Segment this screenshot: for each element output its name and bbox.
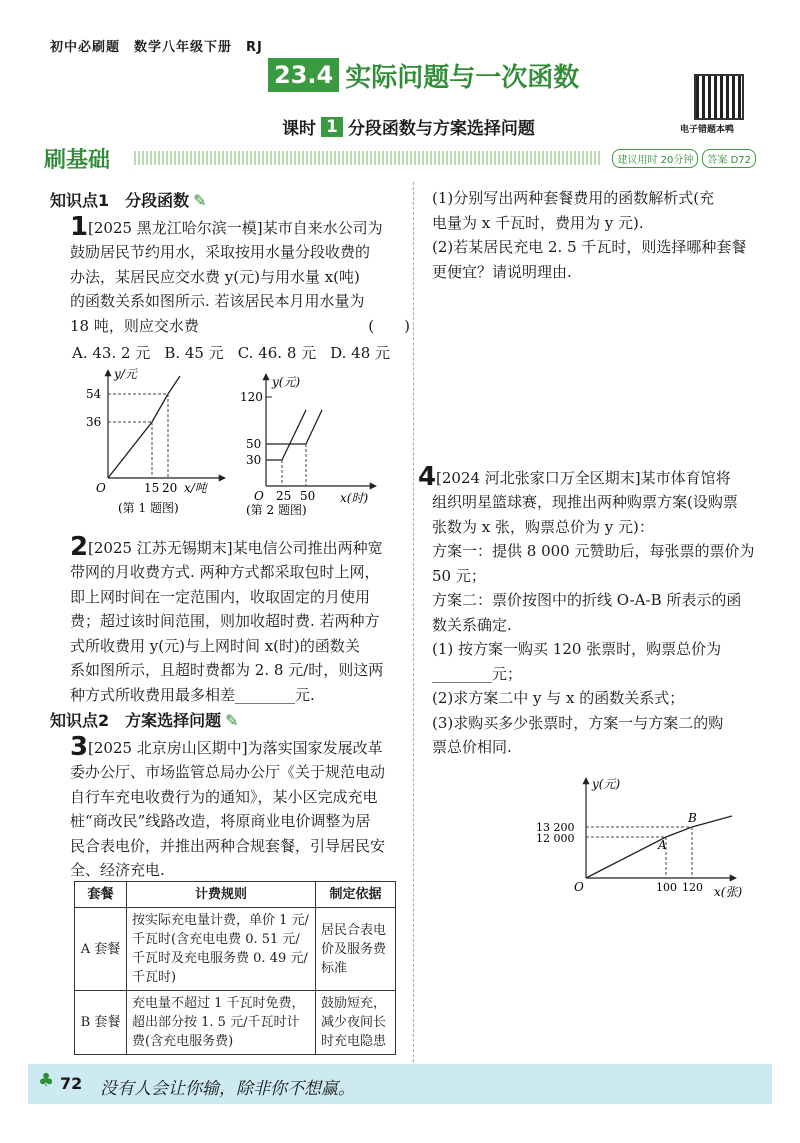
q3-line: 自行车充电收费行为的通知》，某小区完成充电 <box>70 787 378 806</box>
plan-name: B 套餐 <box>75 991 127 1055</box>
y-tick-label: 54 <box>86 387 102 401</box>
q4-line: 票总价相同. <box>432 738 512 756</box>
answer-value: D72 <box>730 154 751 166</box>
q3-subquestions <box>432 186 754 284</box>
x-tick-label: 15 <box>144 481 160 495</box>
origin-label: O <box>574 880 584 894</box>
qr-code-icon[interactable] <box>694 74 744 120</box>
plan-table <box>74 881 396 1055</box>
x-tick-label: 100 <box>656 881 677 894</box>
y-axis-label: y(元) <box>592 777 621 791</box>
q1-number: 1 <box>70 212 89 242</box>
answer-bracket[interactable]: ( ) <box>368 316 410 335</box>
table-header-row <box>75 882 396 908</box>
y-tick-label: 120 <box>240 390 263 404</box>
q1-options <box>72 341 412 366</box>
y-tick-label: 12 000 <box>536 832 575 845</box>
time-label: 建议用时 <box>617 154 658 166</box>
option-c[interactable]: C. 46. 8 元 <box>237 344 317 362</box>
q1-line: [2025 黑龙江哈尔滨一模]某市自来水公司为 <box>88 219 383 237</box>
plan-b-line <box>266 410 322 444</box>
q3-number: 3 <box>70 732 89 762</box>
table-header: 计费规则 <box>127 882 316 908</box>
q4-line: 50 元； <box>432 566 486 585</box>
q3-sub-line: (2)若某居民充电 2. 5 千瓦时，则选择哪种套餐 <box>432 238 747 256</box>
option-a[interactable]: A. 43. 2 元 <box>72 344 151 362</box>
section-number: 23.4 <box>268 58 339 92</box>
q1-last-line <box>70 314 410 339</box>
q3-line: 民合表电价，并推出两种合规套餐，引导居民安 <box>70 836 386 855</box>
q2-number: 2 <box>70 532 89 562</box>
knowledge-point-2 <box>50 708 239 731</box>
q3-sub-line: 更便宜？请说明理由. <box>432 262 572 281</box>
practice-band <box>44 146 756 173</box>
x-axis-label: x(张) <box>714 885 743 899</box>
kp1-title: 知识点1 分段函数 <box>50 191 190 210</box>
q4-line: 方案二：票价按图中的折线 O-A-B 所表示的函 <box>432 591 742 609</box>
answer-pill <box>702 149 756 168</box>
y-axis-label: y/元 <box>114 367 137 381</box>
q3-sub-line: (1)分别写出两种套餐费用的函数解析式(充 <box>432 189 715 207</box>
lesson-title <box>282 114 535 139</box>
table-row <box>75 908 396 991</box>
column-divider <box>413 182 414 1062</box>
q4-text <box>432 490 758 760</box>
q2-line: 式所收费用 y(元)与上网时间 x(时)的函数关 <box>70 636 360 655</box>
table-row <box>75 991 396 1055</box>
q4-line: [2024 河北张家口万全区期末]某市体育馆将 <box>436 469 731 487</box>
q1-line: 的函数关系如图所示. 若该居民本月用水量为 <box>70 292 365 310</box>
figure-caption: (第 1 题图) <box>118 501 179 515</box>
q3-text <box>70 760 410 883</box>
q1-text <box>88 216 408 241</box>
x-axis-label: x/吨 <box>184 481 207 495</box>
y-axis-label: y(元) <box>272 375 301 389</box>
q2-first-line <box>88 536 408 561</box>
q4-line: (2)求方案二中 y 与 x 的函数关系式； <box>432 689 685 707</box>
q4-line: 组织明星篮球赛，现推出两种购票方案(设购票 <box>432 493 738 511</box>
figure-caption: (第 2 题图) <box>246 503 307 516</box>
q4-line: (3)求购买多少张票时，方案一与方案二的购 <box>432 713 724 732</box>
q2-line: 带网的月收费方式. 两种方式都采取包时上网， <box>70 563 380 581</box>
q2-line: 种方式所收费用最多相差________元. <box>70 685 315 704</box>
plan-a-line <box>266 410 306 460</box>
plan-basis: 居民合表电价及服务费标准 <box>316 908 396 991</box>
q4-first-line <box>436 466 756 491</box>
knowledge-point-1 <box>50 188 207 211</box>
q1-line: 办法，某居民应交水费 y(元)与用水量 x(吨) <box>70 267 360 286</box>
fee-line <box>108 376 180 478</box>
origin-label: O <box>96 481 106 495</box>
q4-number: 4 <box>418 462 437 492</box>
y-tick-label: 30 <box>246 453 262 467</box>
q4-line: 张数为 x 张，购票总价为 y 元)： <box>432 517 654 536</box>
lesson-prefix: 课时 <box>282 119 316 139</box>
section-name: 实际问题与一次函数 <box>345 62 580 93</box>
pen-icon: ✎ <box>225 711 239 730</box>
kp2-title: 知识点2 方案选择问题 <box>50 711 222 730</box>
lesson-name: 分段函数与方案选择问题 <box>347 119 535 139</box>
figure-2 <box>236 370 386 516</box>
q3-line: 委办公厅、市场监管总局办公厅《关于规范电动 <box>70 763 386 781</box>
band-stripe <box>134 151 602 165</box>
section-title <box>268 58 579 92</box>
x-tick-label: 50 <box>300 489 316 503</box>
answer-label: 答案 <box>707 154 728 166</box>
q4-line: 数关系确定. <box>432 615 512 634</box>
q3-line: 桩“商改民”线路改造，将原商业电价调整为居 <box>70 812 371 830</box>
point-a-label: A <box>658 838 667 852</box>
time-value: 20分钟 <box>660 154 694 166</box>
q2-text <box>70 560 410 707</box>
q1-line: 18 吨，则应交水费 <box>70 316 199 335</box>
plan-basis: 鼓励短充，减少夜间长时充电隐患 <box>316 991 396 1055</box>
q2-line: 系如图所示，且超时费都为 2. 8 元/时，则这两 <box>70 661 384 679</box>
option-d[interactable]: D. 48 元 <box>330 344 391 362</box>
table-header: 套餐 <box>75 882 127 908</box>
plan-name: A 套餐 <box>75 908 127 991</box>
figure-4 <box>536 774 756 908</box>
band-title: 刷基础 <box>44 147 111 173</box>
pen-icon: ✎ <box>193 191 207 210</box>
q1-line: 鼓励居民节约用水，采取按用水量分段收费的 <box>70 243 371 261</box>
q4-answer-blank[interactable]: ________元； <box>432 664 523 683</box>
table-header: 制定依据 <box>316 882 396 908</box>
figure-1 <box>80 366 230 516</box>
x-tick-label: 120 <box>682 881 703 894</box>
lesson-number: 1 <box>321 117 343 137</box>
y-tick-label: 13 200 <box>536 821 575 834</box>
q3-line: 全、经济充电. <box>70 861 165 879</box>
plan-rule: 充电量不超过 1 千瓦时免费，超出部分按 1. 5 元/千瓦时计费(含充电服务费) <box>127 991 316 1055</box>
q4-line: (1) 按方案一购买 120 张票时，购票总价为 <box>432 640 722 658</box>
y-tick-label: 36 <box>86 415 102 429</box>
x-tick-label: 20 <box>162 481 178 495</box>
origin-label: O <box>254 489 264 503</box>
q3-sub-line: 电量为 x 千瓦时，费用为 y 元). <box>432 213 644 232</box>
q3-first-line <box>88 736 408 761</box>
q1-text-body <box>70 240 410 338</box>
plan-rule: 按实际充电量计费，单价 1 元/千瓦时(含充电电费 0. 51 元/千瓦时及充电服务费 0. 49 元/千瓦时) <box>127 908 316 991</box>
series-header: 初中必刷题 数学八年级下册 RJ <box>50 40 263 55</box>
q2-line: 费；超过该时间范围，则加收超时费. 若两种方 <box>70 612 380 630</box>
page-number: 72 <box>60 1074 83 1093</box>
point-b-label: B <box>688 811 697 825</box>
q2-line: 即上网时间在一定范围内，收取固定的月使用 <box>70 587 371 606</box>
qr-caption: 电子错题本鸭 <box>680 125 735 135</box>
q2-line: [2025 江苏无锡期末]某电信公司推出两种宽 <box>88 539 383 557</box>
option-b[interactable]: B. 45 元 <box>164 344 224 362</box>
time-pill <box>612 149 698 168</box>
footer-motto: 没有人会让你输，除非你不想赢。 <box>100 1079 355 1099</box>
x-tick-label: 25 <box>276 489 292 503</box>
q3-line: [2025 北京房山区期中]为落实国家发展改革 <box>88 739 383 757</box>
x-axis-label: x(时) <box>340 491 369 505</box>
tree-icon: ♣ <box>38 1070 55 1091</box>
q4-line: 方案一：提供 8 000 元赞助后，每张票的票价为 <box>432 542 755 560</box>
y-tick-label: 50 <box>246 437 262 451</box>
